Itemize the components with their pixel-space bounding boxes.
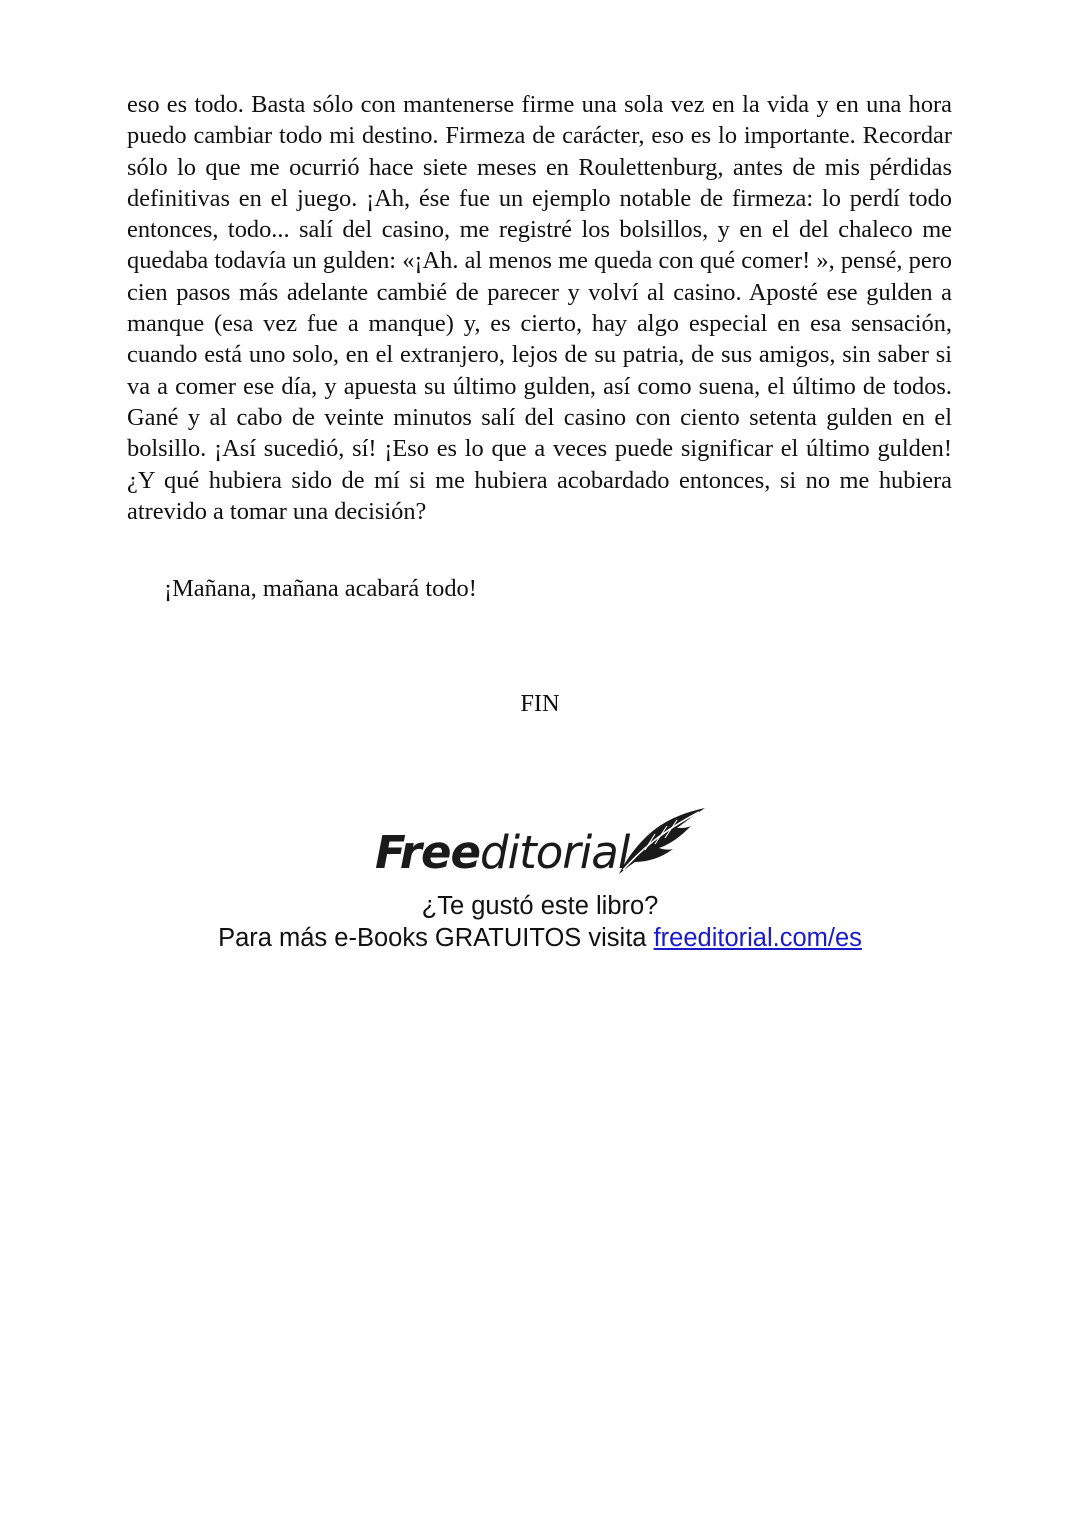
logo-wordmark-light: ditorial xyxy=(480,826,630,879)
promo-prefix: Para más e-Books GRATUITOS visita xyxy=(218,924,654,952)
closing-line: ¡Mañana, mañana acabará todo! xyxy=(164,575,477,602)
body-paragraph: eso es todo. Basta sólo con mantenerse firme una sola vez en la vida y en una hora puedo cambiar todo mi destino. Firmeza de carácter, eso es lo importante. Recordar sólo lo que me ocurrió hace siete meses en Roulettenburg, antes de mis pérdidas definitivas en el juego. ¡Ah, ése fue un ejemplo notable de firmeza: lo perdí todo entonces, todo... salí del casino, me registré los bolsillos, y en el del chaleco me quedaba todavía un gulden: «¡Ah. al menos me queda con qué comer! », pensé, pero cien pasos más adelante cambié de parecer y volví al casino. Aposté ese gulden a manque (esa vez fue a manque) y, es cierto, hay algo especial en esa sensación, cuando está uno solo, en el extranjero, lejos de su patria, de sus amigos, sin saber si va a comer ese día, y apuesta su último gulden, así como suena, el último de todos. Gané y al cabo de veinte minutos salí del casino con ciento setenta gulden en el bolsillo. ¡Así sucedió, sí! ¡Eso es lo que a veces puede significar el último gulden! ¿Y qué hubiera sido de mí si me hubiera acobardado entonces, si no me hubiera atrevido a tomar una decisión? xyxy=(127,91,952,525)
promo-block xyxy=(0,890,1080,954)
logo-wordmark xyxy=(375,826,629,880)
freeditorial-link[interactable]: freeditorial.com/es xyxy=(653,924,862,952)
promo-line xyxy=(0,922,1080,954)
logo-wordmark-bold: Free xyxy=(375,826,481,879)
feather-quill-icon xyxy=(615,804,707,876)
publisher-logo xyxy=(375,800,710,882)
promo-question: ¿Te gustó este libro? xyxy=(421,892,659,920)
end-marker: FIN xyxy=(520,690,560,717)
